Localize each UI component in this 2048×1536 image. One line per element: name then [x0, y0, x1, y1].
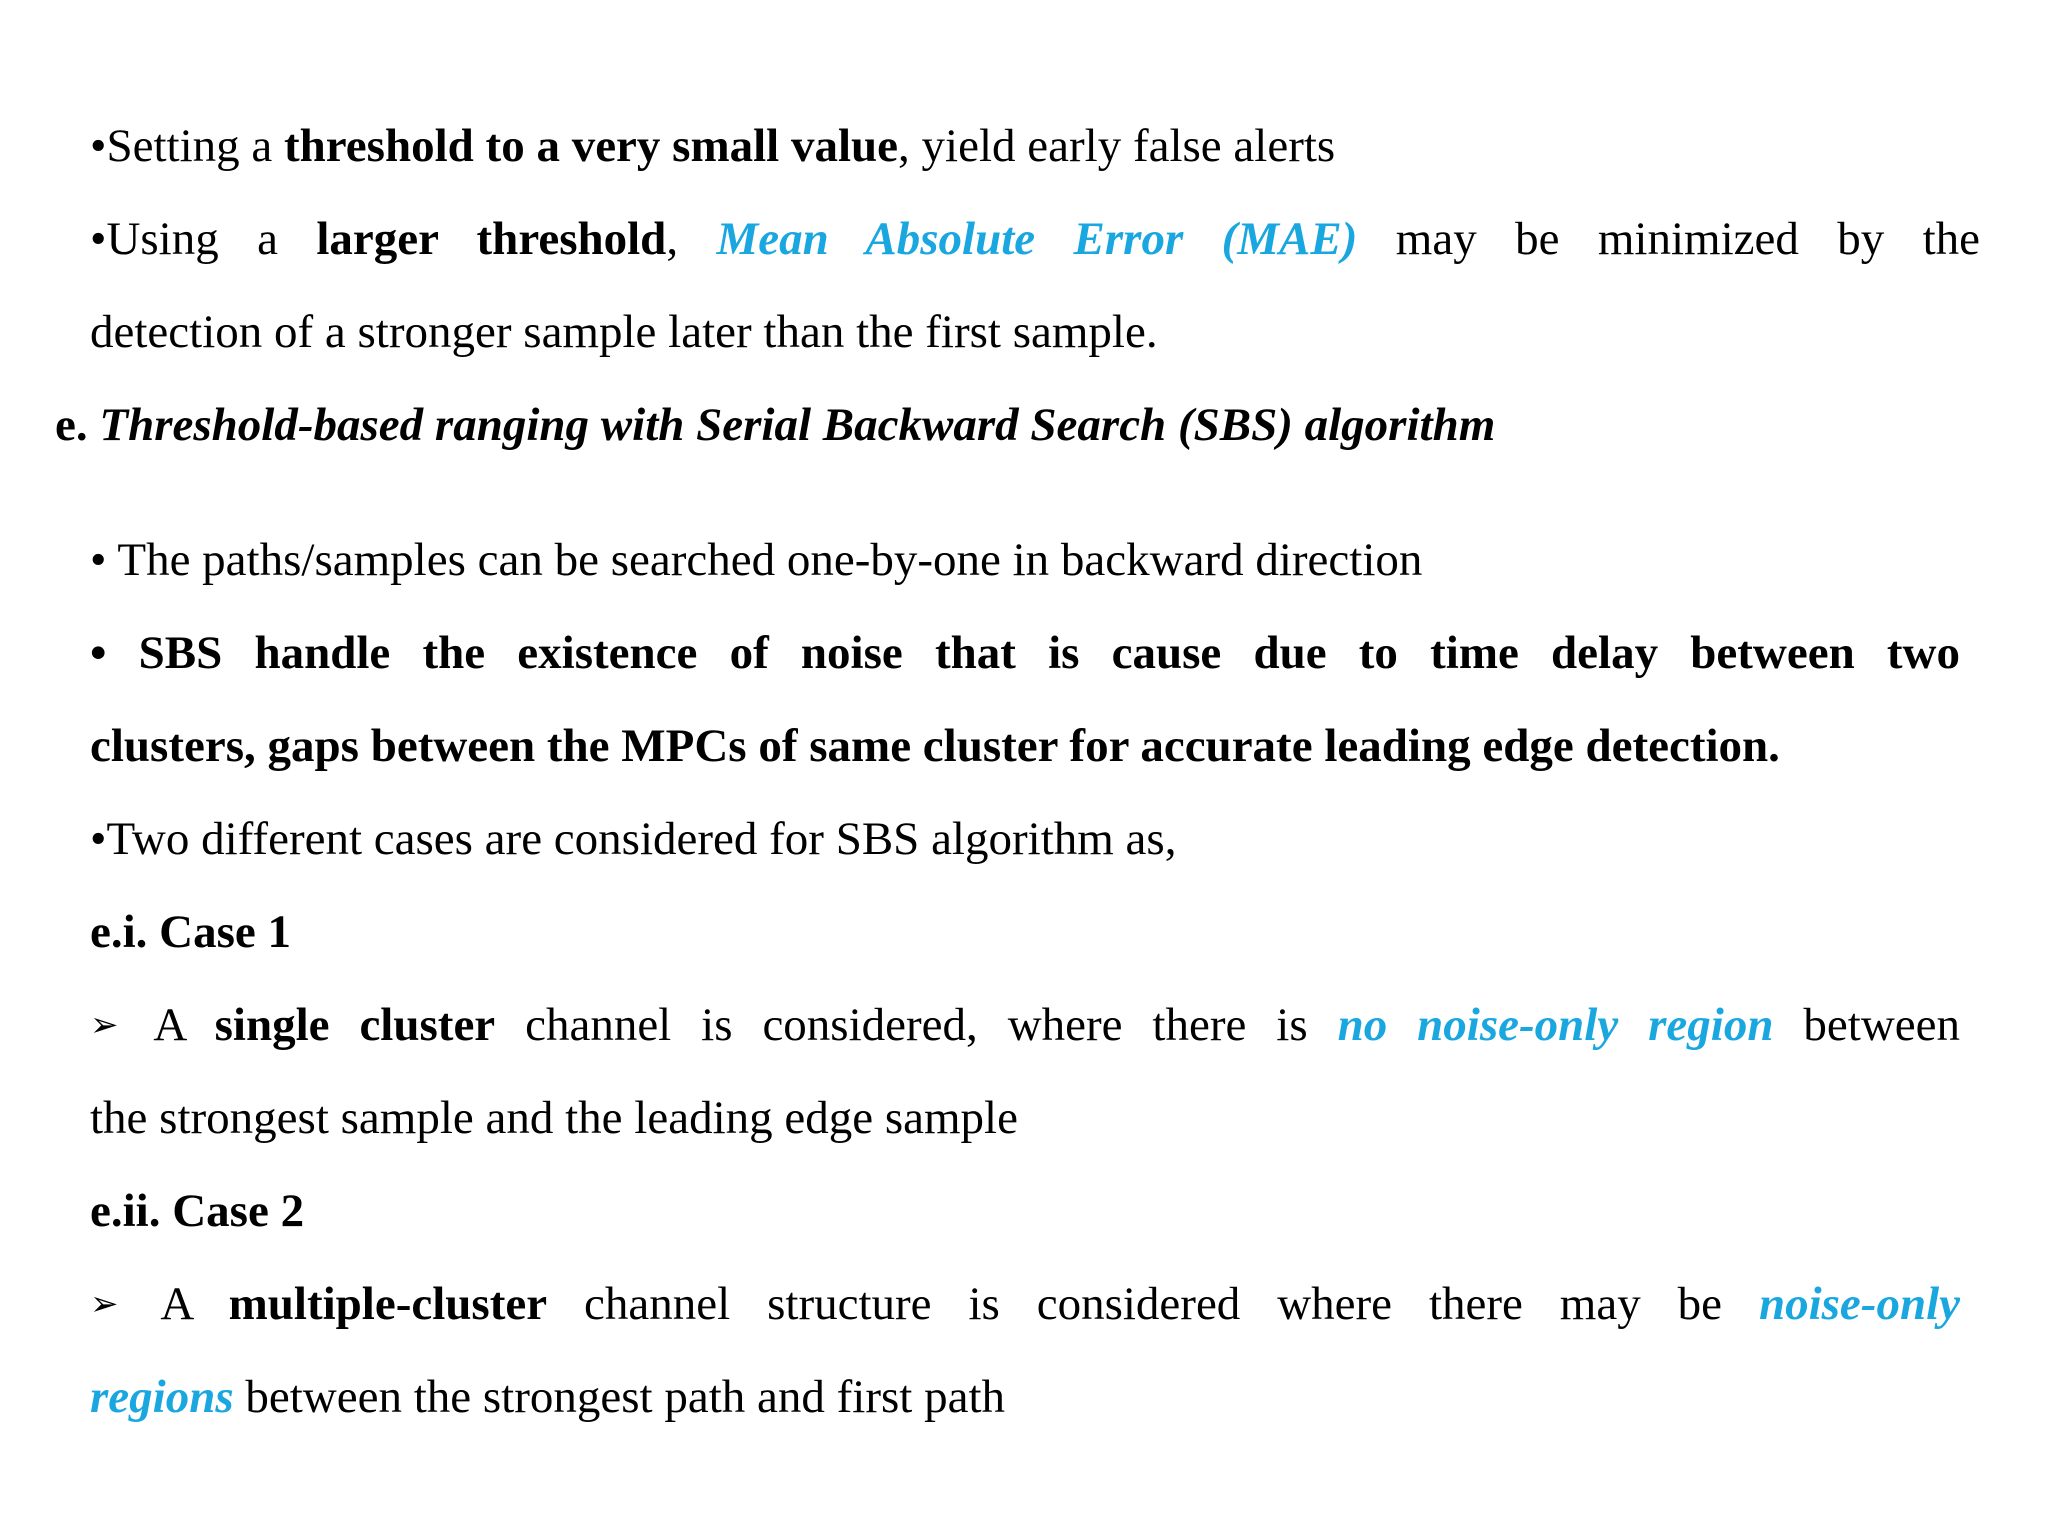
case-text: A [126, 1278, 229, 1330]
case1-continuation: the strongest sample and the leading edge sample [90, 1092, 1018, 1144]
noise-only-highlight: noise-only [1758, 1278, 1960, 1330]
case2-title: e.ii. Case 2 [90, 1185, 305, 1237]
case-text: between the strongest path and first path [233, 1371, 1006, 1423]
case-text: between [1773, 999, 1960, 1051]
bold-text: larger threshold [316, 213, 667, 265]
bold-text: single cluster [214, 999, 496, 1051]
bullet-text: •Using a [90, 213, 317, 265]
regions-highlight: regions [90, 1371, 234, 1423]
case-text: channel structure is considered where there may be [547, 1278, 1759, 1330]
case1-description [90, 995, 1960, 1055]
bullet-text: , yield early false alerts [898, 120, 1336, 172]
bullet-paths-searched: • The paths/samples can be searched one-by-one in backward direction [90, 534, 1423, 586]
bullet-continuation: detection of a stronger sample later than the first sample. [90, 306, 1158, 358]
mae-highlight: Mean Absolute Error (MAE) [716, 213, 1358, 265]
bullet-text: , [666, 213, 717, 265]
arrow-bullet-icon: ➢ [90, 1284, 119, 1324]
heading-title: Threshold-based ranging with Serial Backward Search (SBS) algorithm [99, 399, 1496, 451]
bullet-sbs-handle-continuation: clusters, gaps between the MPCs of same cluster for accurate leading edge detection. [90, 720, 1780, 772]
bullet-sbs-handle: • SBS handle the existence of noise that is cause due to time delay between two [90, 627, 1960, 679]
bold-text: threshold to a very small value [284, 120, 899, 172]
heading-letter: e. [55, 399, 100, 451]
bullet-small-threshold [90, 116, 1335, 176]
arrow-bullet-icon: ➢ [90, 1005, 119, 1045]
case2-continuation [90, 1367, 1005, 1427]
bullet-text: •Setting a [90, 120, 284, 172]
section-heading [55, 395, 1495, 455]
case1-title: e.i. Case 1 [90, 906, 292, 958]
bullet-text: may be minimized by the [1357, 213, 1981, 265]
bullet-two-cases: •Two different cases are considered for SBS algorithm as, [90, 813, 1177, 865]
case2-description [90, 1274, 1960, 1334]
case-text: A [126, 999, 215, 1051]
bold-text: multiple-cluster [228, 1278, 548, 1330]
case-text: channel is considered, where there is [495, 999, 1338, 1051]
bullet-larger-threshold [90, 209, 1980, 269]
noise-only-highlight: no noise-only region [1337, 999, 1774, 1051]
